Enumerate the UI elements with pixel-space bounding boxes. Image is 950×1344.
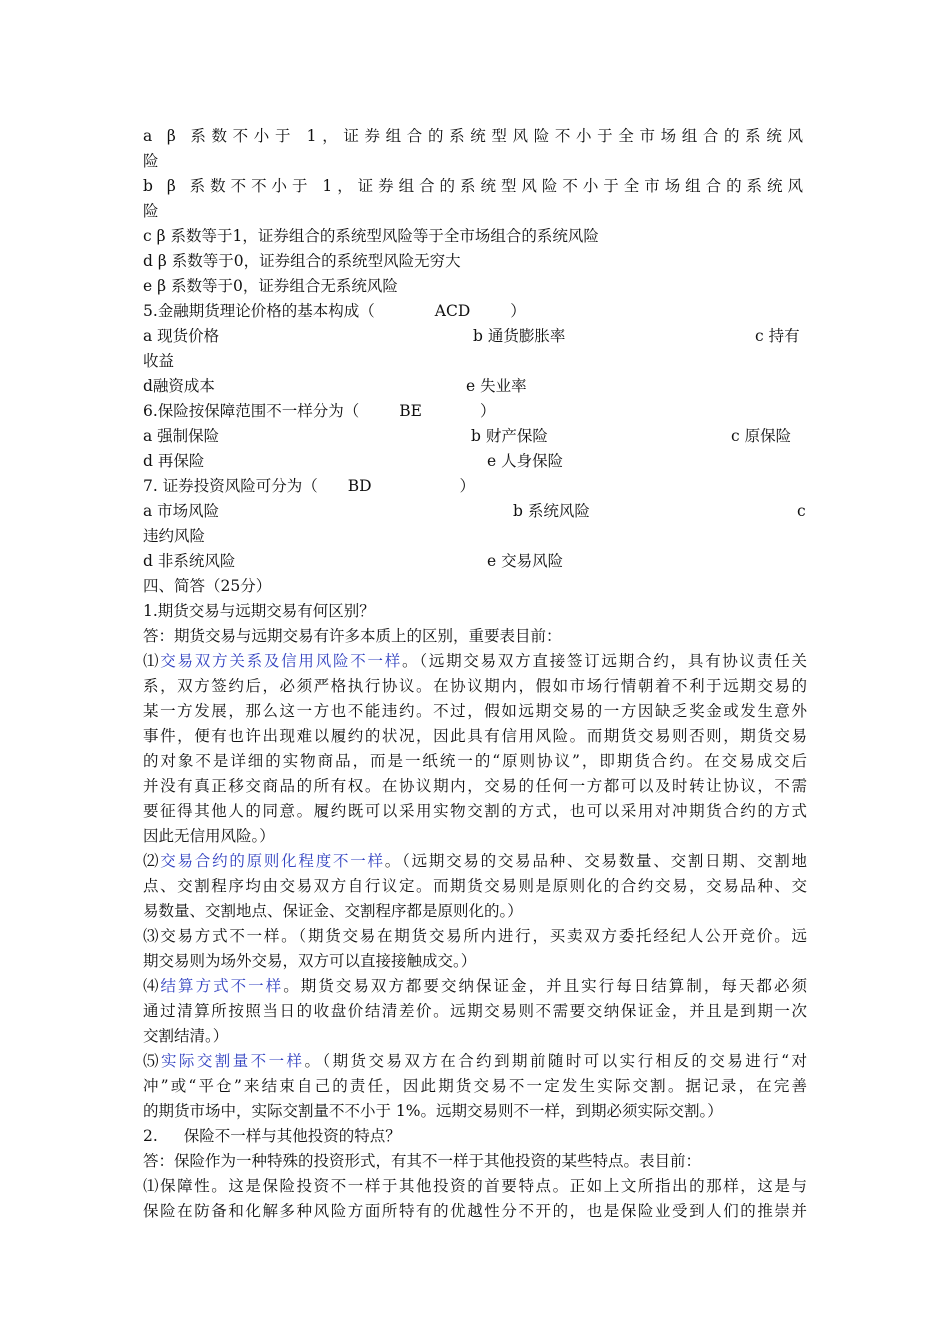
sq1-point5-line2: 冲”或“平仓”来结束自己的责任，因此期货交易不一定发生实际交割。据记录，在完善: [143, 1077, 807, 1095]
sq1-point4-num: ⑷: [143, 977, 161, 995]
sq1-point2-head: 交易合约的原则化程度不一样: [160, 852, 385, 870]
q7-option-c: c: [797, 502, 806, 520]
q5-close: ）: [510, 302, 526, 320]
q6-option-a: a 强制保险: [143, 427, 220, 445]
sq2-num: 2.: [143, 1127, 158, 1145]
q5-option-c: c 持有: [755, 327, 800, 345]
q7-close: ）: [459, 477, 476, 495]
sq1-title: 1.期货交易与远期交易有何区别？: [143, 602, 375, 620]
sq1-point1-head: 交易双方关系及信用风险不一样: [160, 652, 403, 670]
sq1-point4-line3: 交割结清。）: [143, 1027, 229, 1045]
sq1-point3-line1: ⑶交易方式不一样。（期货交易在期货交易所内进行，买卖双方委托经纪人公开竞价。远: [143, 927, 807, 945]
sq2-title: 保险不一样与其他投资的特点？: [183, 1127, 401, 1145]
q4-option-b: b β 系数不不小于 1，证券组合的系统型风险不小于全市场组合的系统风: [143, 177, 807, 195]
sq1-intro: 答：期货交易与远期交易有许多本质上的区别，重要表目前：: [143, 627, 562, 645]
q7-option-c-cont: 违约风险: [143, 527, 206, 545]
q6-option-c: c 原保险: [731, 427, 792, 445]
sq1-point2-line3: 易数量、交割地点、保证金、交割程序都是原则化的。）: [143, 902, 523, 920]
q7-answer: BD: [347, 477, 372, 495]
q5-option-b: b 通货膨胀率: [473, 327, 566, 345]
sq1-point2-line1: [143, 851, 807, 871]
q7-stem-text: 7. 证券投资风险可分为（: [143, 477, 318, 495]
sq1-point5-line3: 的期货市场中，实际交割量不不小于 1%。远期交易则不一样，到期必须实际交割。）: [143, 1102, 723, 1120]
sq1-point3-line2: 期交易则为场外交易，双方可以直接接触成交。）: [143, 952, 477, 970]
q5-answer: ACD: [434, 302, 471, 320]
q6-stem-text: 6.保险按保障范围不一样分为（: [143, 402, 360, 420]
q7-stem: [143, 476, 475, 496]
q4-option-a: a β 系数不小于 1，证券组合的系统型风险不小于全市场组合的系统风: [143, 127, 807, 145]
q5-option-c-cont: 收益: [143, 352, 175, 370]
q7-option-b: b 系统风险: [513, 502, 590, 520]
sq1-point5-line1: [143, 1051, 807, 1071]
q6-option-d: d 再保险: [143, 452, 205, 470]
sq1-point5-num: ⑸: [143, 1052, 161, 1070]
q7-option-e: e 交易风险: [487, 552, 564, 570]
sq2-title-line: [143, 1126, 401, 1146]
sq1-point4-line2: 通过清算所按照当日的收盘价结清差价。远期交易则不需要交纳保证金，并且是到期一次: [143, 1002, 807, 1020]
sq1-point5-head: 实际交割量不一样: [160, 1052, 305, 1070]
q4-option-b-cont: 险: [143, 202, 159, 220]
q5-option-a: a 现货价格: [143, 327, 220, 345]
sq2-intro: 答：保险作为一种特殊的投资形式，有其不一样于其他投资的某些特点。表目前：: [143, 1152, 702, 1170]
sq2-point1-line1: ⑴保障性。这是保险投资不一样于其他投资的首要特点。正如上文所指出的那样，这是与: [143, 1177, 807, 1195]
sq1-point2-text: 。（远期交易的交易品种、交易数量、交割日期、交割地: [384, 852, 807, 870]
q5-option-d: d融资成本: [143, 377, 215, 395]
q5-stem-text: 5.金融期货理论价格的基本构成（: [143, 302, 375, 320]
sq1-point1-line7: 要征得其他人的同意。履约既可以采用实物交割的方式，也可以采用对冲期货合约的方式: [143, 802, 807, 820]
sq1-point1-line4: 事件，便有也许出现难以履约的状况，因此具有信用风险。而期货交易则否则，期货交易: [143, 727, 807, 745]
q4-option-d: d β 系数等于0，证券组合的系统型风险无穷大: [143, 252, 461, 270]
sq1-point1-text: 。（远期交易双方直接签订远期合约，具有协议责任关: [402, 652, 807, 670]
sq1-point2-num: ⑵: [143, 852, 161, 870]
sq2-point1-line2: 保险在防备和化解多种风险方面所特有的优越性分不开的，也是保险业受到人们的推崇并: [143, 1202, 807, 1220]
sq1-point1-line5: 的对象不是详细的实物商品，而是一纸统一的“原则协议”，即期货合约。在交易成交后: [143, 752, 807, 770]
q7-option-d: d 非系统风险: [143, 552, 236, 570]
sq1-point5-text: 。（期货交易双方在合约到期前随时可以实行相反的交易进行“对: [304, 1052, 807, 1070]
sq1-point1-line1: [143, 651, 807, 671]
sq1-point4-head: 结算方式不一样: [160, 977, 284, 995]
q6-stem: [143, 401, 496, 421]
q4-option-e: e β 系数等于0，证券组合无系统风险: [143, 277, 398, 295]
sq1-point1-line3: 某一方发展，那么这一方也不能违约。不过，假如远期交易的一方因缺乏奖金或发生意外: [143, 702, 807, 720]
q7-option-a: a 市场风险: [143, 502, 220, 520]
sq1-point4-text: 。期货交易双方都要交纳保证金，并且实行每日结算制，每天都必须: [283, 977, 807, 995]
sq1-point1-line8: 因此无信用风险。）: [143, 827, 275, 845]
q4-option-a-cont: 险: [143, 152, 159, 170]
sq1-point1-line2: 系，双方签约后，必须严格执行协议。在协议期内，假如市场行情朝着不利于远期交易的: [143, 677, 807, 695]
q4-option-c: c β 系数等于1，证券组合的系统型风险等于全市场组合的系统风险: [143, 227, 599, 245]
q5-option-e: e 失业率: [466, 377, 527, 395]
q6-answer: BE: [399, 402, 423, 420]
q5-stem: [143, 301, 526, 321]
q6-option-b: b 财产保险: [471, 427, 548, 445]
sq1-point1-num: ⑴: [143, 652, 161, 670]
sq1-point4-line1: [143, 976, 807, 996]
q6-option-e: e 人身保险: [487, 452, 564, 470]
sq1-point2-line2: 点、交割程序均由交易双方自行议定。而期货交易则是原则化的合约交易，交易品种、交: [143, 877, 807, 895]
q6-close: ）: [480, 402, 496, 420]
section-heading: 四、简答（25分）: [143, 577, 272, 595]
sq1-point1-line6: 并没有真正移交商品的所有权。在协议期内，交易的任何一方都可以及时转让协议，不需: [143, 777, 807, 795]
